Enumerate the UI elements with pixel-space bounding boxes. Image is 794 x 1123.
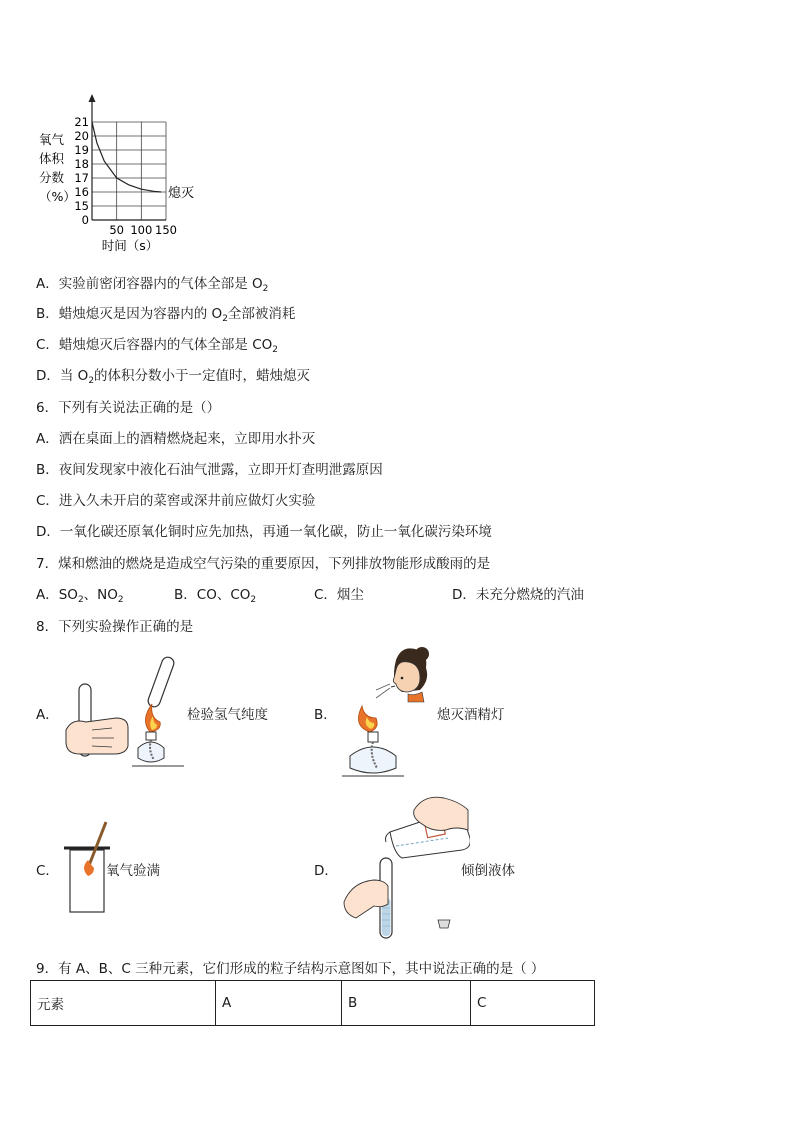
q6-stem: 6．下列有关说法正确的是（） [36, 400, 221, 416]
table-header-cell: B [342, 981, 471, 1026]
oxygen-full-test-illustration [62, 820, 112, 915]
blow-out-lamp-illustration [338, 640, 438, 780]
chart-grid [92, 122, 166, 220]
chart-axes [89, 94, 167, 220]
q6-option-c: C．进入久未开启的菜窖或深井前应做灯火实验 [36, 493, 316, 509]
oxygen-curve [92, 122, 161, 192]
q6-option-a: A．洒在桌面上的酒精燃烧起来，立即用水扑灭 [36, 431, 316, 447]
y-tick-label: 21 [74, 115, 89, 129]
x-tick-label: 150 [155, 223, 177, 237]
pour-liquid-illustration [340, 792, 470, 942]
q6-option-d: D．一氧化碳还原氧化铜时应先加热，再通一氧化碳，防止一氧化碳污染环境 [36, 524, 492, 540]
q5-option-b: B．蜡烛熄灭是因为容器内的 $O_2$全部被消耗 [36, 306, 296, 324]
q8-d-caption: 倾倒液体 [461, 863, 515, 879]
chart-ylabel-line: 体积 [39, 151, 65, 166]
q8-c-letter: C． [36, 863, 59, 879]
chart-y-ticks [74, 115, 89, 227]
table-header-cell: 元素 [31, 981, 216, 1026]
chart-x-ticks [109, 223, 177, 237]
oxygen-chart [30, 90, 220, 258]
q7-stem: 7．煤和燃油的燃烧是造成空气污染的重要原因，下列排放物能形成酸雨的是 [36, 556, 491, 572]
chart-ylabel [39, 132, 76, 204]
table-header-cell: C [471, 981, 595, 1026]
q9-stem: 9．有 A、B、C 三种元素，它们形成的粒子结构示意图如下，其中说法正确的是（ ） [36, 961, 545, 977]
q8-a-caption: 检验氢气纯度 [187, 707, 268, 723]
q8-c-caption: 氧气验满 [106, 863, 160, 879]
y-tick-label: 15 [74, 199, 89, 213]
y-tick-label: 17 [74, 171, 89, 185]
x-tick-label: 50 [109, 223, 124, 237]
q5-option-c: C．蜡烛熄灭后容器内的气体全部是 $CO_2$ [36, 337, 279, 355]
chart-ylabel-line: 分数 [39, 170, 65, 185]
q7-option-b: B．CO、$CO_2$ [174, 587, 257, 605]
q5-option-a: A．实验前密闭容器内的气体全部是 $O_2$ [36, 276, 269, 294]
q8-a-letter: A． [36, 707, 59, 723]
chart-annotation: 熄灭 [168, 186, 195, 201]
q7-option-d: D．未充分燃烧的汽油 [452, 587, 584, 603]
y-axis-arrow [89, 94, 96, 102]
y-tick-label: 19 [74, 143, 89, 157]
q8-d-letter: D． [314, 863, 338, 879]
chart-xlabel: 时间（s） [101, 238, 159, 253]
y-tick-label: 0 [81, 213, 89, 227]
y-tick-label: 20 [74, 129, 89, 143]
q5-option-d: D．当 $O_2$的体积分数小于一定值时，蜡烛熄灭 [36, 368, 311, 386]
element-table [30, 980, 595, 1026]
q8-b-caption: 熄灭酒精灯 [437, 707, 505, 723]
y-tick-label: 18 [74, 157, 89, 171]
hydrogen-purity-test-illustration [62, 652, 187, 770]
q7-option-c: C．烟尘 [314, 587, 364, 603]
q6-option-b: B．夜间发现家中液化石油气泄露，立即开灯查明泄露原因 [36, 462, 383, 478]
q8-stem: 8．下列实验操作正确的是 [36, 619, 194, 635]
table-header-cell: A [216, 981, 342, 1026]
q8-b-letter: B． [314, 707, 337, 723]
y-tick-label: 16 [74, 185, 89, 199]
chart-ylabel-line: （%） [39, 189, 76, 204]
table-row [31, 981, 595, 1026]
chart-ylabel-line: 氧气 [39, 132, 65, 147]
q7-option-a: A．$SO_2$、$NO_2$ [36, 587, 124, 605]
x-tick-label: 100 [130, 223, 153, 237]
